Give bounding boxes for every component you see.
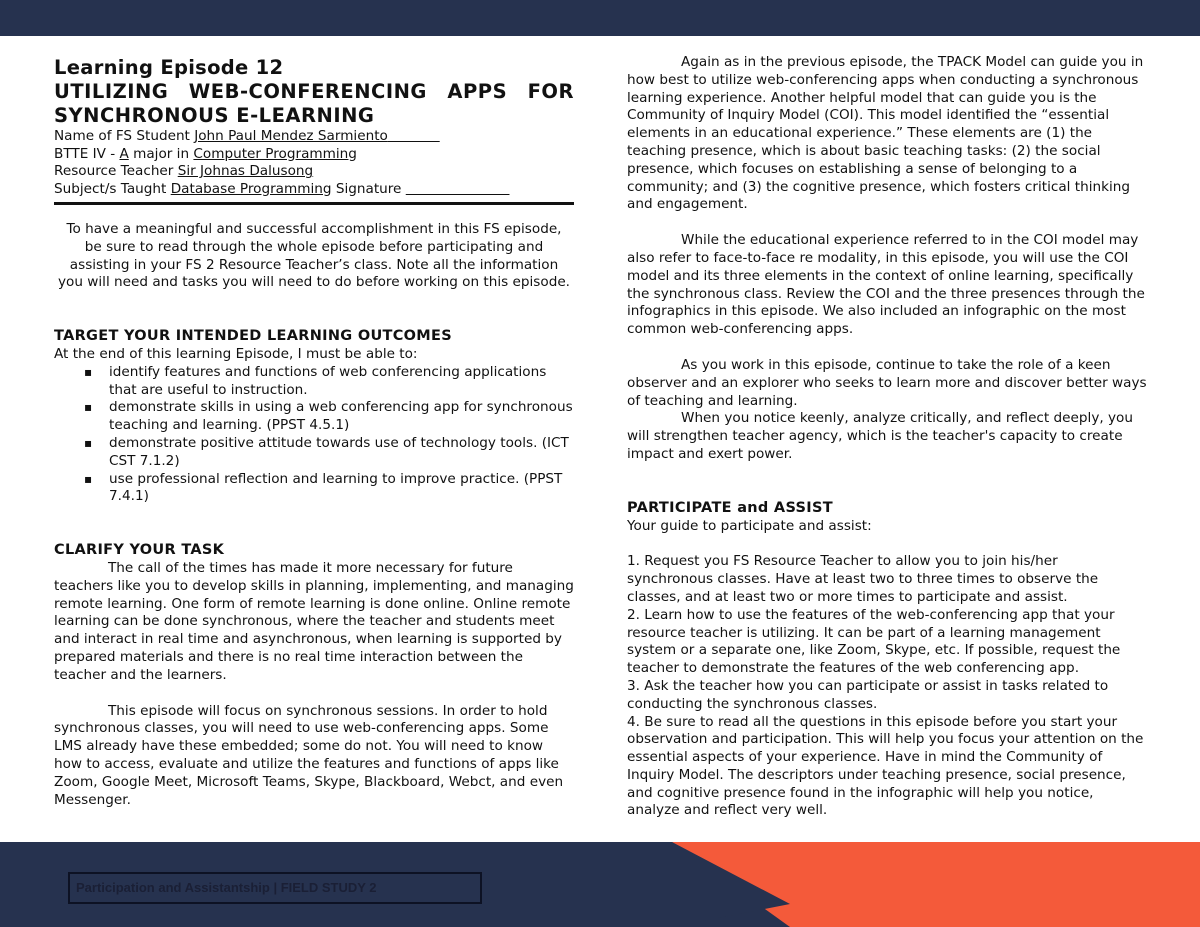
outcomes-list bbox=[54, 364, 574, 506]
participate-step: 2. Learn how to use the features of the web-conferencing app that your resource teacher is utilizing. It can be part of a learning management system or a separate one, like Zoom, Skype, etc. If possible, request the teacher to demonstrate the features of the web conferencing app. bbox=[627, 606, 1121, 677]
student-name-label: Name of FS Student bbox=[54, 128, 195, 144]
spacer bbox=[627, 339, 1147, 357]
observer-paragraph: As you work in this episode, continue to take the role of a keen observer and an explorer who seeks to learn more and discover better ways of teaching and learning. bbox=[627, 356, 1147, 409]
clarify-heading: CLARIFY YOUR TASK bbox=[54, 542, 225, 559]
participate-step: 4. Be sure to read all the questions in this episode before you start your observation and participation. This will help you focus your attention on the essential aspects of your experience. Have in mind the Community of Inquiry Model. The descriptors under teaching presence, social presence, and cognitive presence found in the infographic will help you notice, analyze and reflect very well. bbox=[627, 713, 1144, 819]
left-column bbox=[54, 56, 574, 809]
course-prefix: BTTE IV - bbox=[54, 145, 120, 162]
header-divider bbox=[54, 202, 574, 205]
course-section: A bbox=[119, 145, 129, 162]
participate-step: 1. Request you FS Resource Teacher to allow you to join his/her synchronous classes. Have at least two to three times to observe the classes, and at least two or more times to participate and assist. bbox=[627, 553, 1099, 605]
spacer bbox=[54, 506, 574, 542]
top-banner bbox=[0, 0, 1200, 36]
participate-heading: PARTICIPATE and ASSIST bbox=[627, 499, 833, 516]
teacher-value: Sir Johnas Dalusong bbox=[177, 163, 314, 179]
student-name-row bbox=[54, 128, 574, 146]
teacher-label: Resource Teacher bbox=[54, 163, 178, 179]
footer-label: Participation and Assistantship | FIELD STUDY 2 bbox=[68, 872, 482, 904]
heading-line-1 bbox=[54, 80, 574, 104]
heading-word: FOR bbox=[527, 80, 574, 103]
teacher-row bbox=[54, 163, 574, 181]
clarify-paragraph-2: This episode will focus on synchronous sessions. In order to hold synchronous classes, you will need to use web-conferencing apps. Some LMS already have these embedded; some do not. You will need to know how to access, evaluate and utilize the features and functions of apps like Zoom, Google Meet, Microsoft Teams, Skype, Blackboard, Webct, and even Messenger. bbox=[54, 702, 564, 808]
clarify-paragraph-1: The call of the times has made it more necessary for future teachers like you to develop skills in planning, implementing, and managing remote learning. One form of remote learning is done online. Online remote learning can be done synchronous, where the teacher and students meet and interact in real time and asynchronous, when learning is supported by prepared materials and there is no real time interaction between the teacher and the learners. bbox=[54, 559, 574, 683]
spacer bbox=[627, 464, 1147, 500]
subject-row bbox=[54, 181, 574, 199]
student-info bbox=[54, 128, 574, 198]
episode-heading bbox=[54, 80, 574, 128]
heading-word: WEB-CONFERENCING bbox=[188, 80, 427, 103]
signature-line bbox=[406, 181, 510, 197]
spacer bbox=[627, 535, 1147, 553]
subject-value: Database Programming bbox=[170, 180, 332, 197]
list-item: ▪ demonstrate positive attitude towards use of technology tools. (ICT CST 7.1.2) bbox=[109, 435, 574, 471]
episode-title: Learning Episode 12 bbox=[54, 56, 284, 79]
course-row bbox=[54, 146, 574, 164]
participate-lead: Your guide to participate and assist: bbox=[627, 517, 872, 534]
list-item: ▪ identify features and functions of web conferencing applications that are useful to instruction. bbox=[109, 364, 574, 400]
heading-word: APPS bbox=[447, 80, 508, 103]
outcomes-lead: At the end of this learning Episode, I must be able to: bbox=[54, 345, 418, 362]
agency-paragraph: When you notice keenly, analyze critically, and reflect deeply, you will strengthen teacher agency, which is the teacher's capacity to create impact and exert power. bbox=[627, 410, 1133, 462]
participate-step: 3. Ask the teacher how you can participate or assist in tasks related to conducting the synchronous classes. bbox=[627, 677, 1109, 712]
signature-label: Signature bbox=[331, 180, 406, 197]
student-name-value bbox=[194, 128, 439, 144]
list-item: ▪ use professional reflection and learning to improve practice. (PPST 7.4.1) bbox=[109, 471, 574, 507]
footer-banner bbox=[0, 842, 1200, 927]
coi-paragraph: While the educational experience referred to in the COI model may also refer to face-to-face re modality, in this episode, you will use the COI model and its three elements in the context of online learning, specifically the synchronous class. Review the COI and the three presences through the infographics in this episode. We also included an infographic on the most common web-conferencing apps. bbox=[627, 232, 1145, 338]
tpack-paragraph: Again as in the previous episode, the TPACK Model can guide you in how best to utilize web-conferencing apps when conducting a synchronous learning experience. Another helpful model that can guide you is the Community of Inquiry Model (COI). This model identified the “essential elements in an educational experience.” These elements are (1) the teaching presence, which is about basic teaching tasks: (2) the social presence, which focuses on establishing a sense of belonging to a community; and (3) the cognitive presence, which fosters critical thinking and engagement. bbox=[627, 54, 1144, 213]
intro-note: To have a meaningful and successful accomplishment in this FS episode, be sure to read through the whole episode before participating and assisting in your FS 2 Resource Teacher’s class. Note all the information you will need and tasks you will need to do before working on this episode. bbox=[57, 221, 571, 291]
right-column bbox=[627, 54, 1147, 820]
outcomes-heading: TARGET YOUR INTENDED LEARNING OUTCOMES bbox=[54, 328, 452, 345]
spacer bbox=[627, 214, 1147, 232]
spacer bbox=[54, 292, 574, 328]
student-name-text: John Paul Mendez Sarmiento bbox=[194, 128, 388, 144]
course-major: Computer Programming bbox=[193, 145, 357, 162]
heading-line-2: SYNCHRONOUS E-LEARNING bbox=[54, 104, 375, 127]
list-item: ▪ demonstrate skills in using a web conferencing app for synchronous teaching and learning. (PPST 4.5.1) bbox=[109, 399, 574, 435]
spacer bbox=[54, 685, 574, 703]
heading-word: UTILIZING bbox=[54, 80, 169, 103]
subject-label: Subject/s Taught bbox=[54, 180, 171, 197]
course-mid: major in bbox=[128, 145, 194, 162]
